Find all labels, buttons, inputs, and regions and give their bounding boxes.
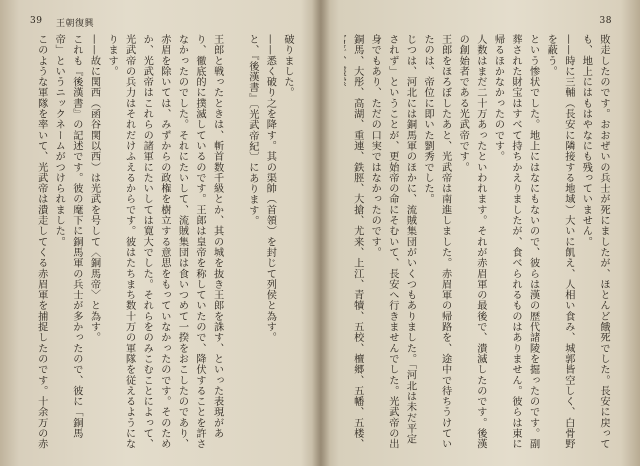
left-body-text: [32, 34, 296, 450]
right-paragraph: 王郎をほろぼしたあと、光武帝は南進しました。赤眉軍の帰路を、途中で待ちうけていたのは、帝位に即いた劉秀でした。: [422, 34, 451, 450]
left-paragraph: ——故に関西（函谷関以西）は光武を号して〈銅馬帝〉と為す。: [88, 34, 100, 343]
right-paragraph: 銅馬、大彤、高湖、重連、鉄脛、大搶、尤来、上江、青犢、五校、檀郷、五幡、五楼、: [351, 34, 363, 450]
right-body-text: [344, 34, 612, 450]
right-paragraph: という惨状でした。地上にはなにもないので、彼らは漢の歴代諸陵を掘ったのです。副葬された財宝はすべて持ちかえりましたが、食べられるものはありません。彼らは東に帰るほかなかったのです。: [492, 34, 539, 450]
right-page-number: 38: [599, 16, 612, 26]
left-running-head: 王朝復興: [56, 19, 95, 29]
left-paragraph: 王郎と戦ったときは、斬首数千級とか、其の城を抜き王郎を誅す、といった表現があり、徹底的に撲滅しているのです。王郎は皇帝を称していたので、降伏することを許さなかったのでした。それにたいして、流賊集団は食いつめて一揆をおこしたのであり、赤眉を除いては、みずからの政権を樹立する意思をもっていなかったのです。そのためか、光武帝はこれらの諸軍にたいしては寛大でした。それらをのみこむことによって、光武帝の兵力はそれだけふえるからです。彼はたちまち数十万の軍隊を従えるようになります。: [106, 34, 223, 450]
left-paragraph: と、『後漢書』〔光武帝紀〕にあります。: [246, 34, 258, 227]
right-paragraph: 敗走したのです。おおぜいの兵士が死にましたが、ほとんど餓死でした。長安に戻っても、地上にはもはやなにも残っていません。: [580, 34, 609, 450]
left-page: [0, 0, 318, 466]
left-paragraph: 破りました。: [282, 34, 293, 98]
right-paragraph: 人数はまだ二十万あったといわれます。それが赤眉軍の最後で、潰滅したのです。後漢の創始者である光武帝です。: [457, 34, 486, 450]
left-paragraph: ——悉く破り之を降す。其の渠帥（首領）を封じて列侯と為す。: [264, 34, 276, 343]
right-page: [322, 0, 640, 466]
left-page-number: 39: [30, 16, 43, 26]
left-paragraph: これも『後漢書』の記述です。彼の麾下に銅馬軍の兵士が多かったので、彼に「銅馬帝」というニックネームがつけられました。: [53, 34, 82, 439]
right-paragraph: ——時に三輔（長安に隣接する地域）大いに飢え、人相い食み、城郭皆空しく、白骨野を蔽う。: [545, 34, 574, 450]
left-paragraph: このような軍隊を率いて、光武帝は潰走してくる赤眉軍を捕捉したのです。十余万の赤: [35, 34, 47, 450]
right-paragraph: じつは、河北には銅馬軍のほかに、流賊集団がいくつもありました。「河北は未だ平定されず」ということが、更始帝の命にそむいて、長安へ行きませんでした。光武帝の出身でもあり、ただの口実ではなかったのです。: [369, 34, 416, 450]
